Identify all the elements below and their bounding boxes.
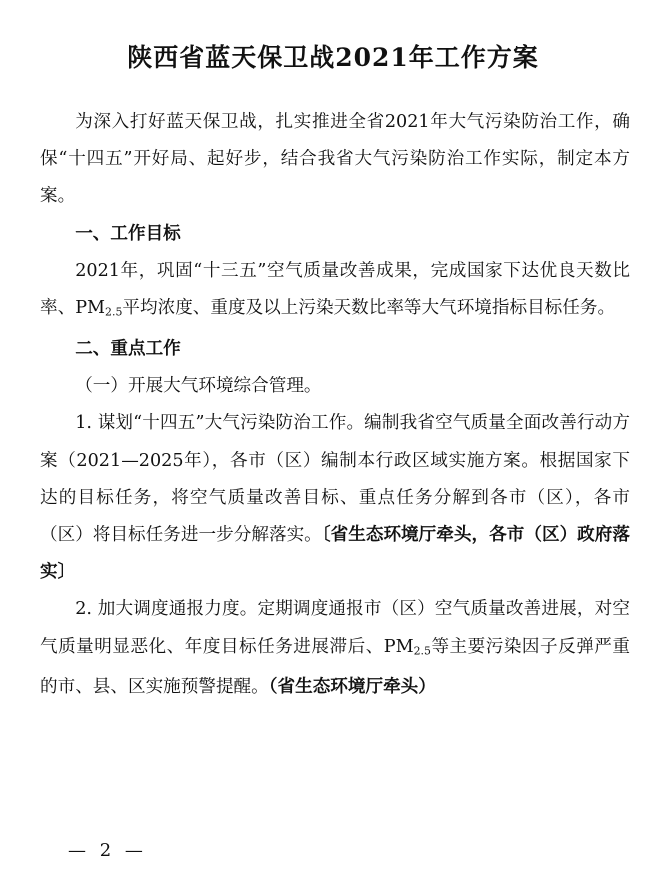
pm-subscript-2: 2.5 — [413, 644, 431, 658]
document-body — [40, 104, 630, 707]
item-2-text-part2: 等主要污染因子反弹严重的市、县、区实施预警提醒。 — [40, 636, 630, 698]
document-title: 陕西省蓝天保卫战2021年工作方案 — [127, 43, 539, 72]
intro-paragraph: 为深入打好蓝天保卫战，扎实推进全省2021年大气污染防治工作，确保“十四五”开好局、起好步，结合我省大气污染防治工作实际，制定本方案。 — [40, 112, 630, 207]
subsection-heading: （一）开展大气环境综合管理。 — [75, 376, 322, 397]
item-1-text: 1. 谋划“十四五”大气污染防治工作。编制我省空气质量全面改善行动方案（2021—2025年），各市（区）编制本行政区域实施方案。根据国家下达的目标任务，将空气质量改善目标、重点任务分解到各市（区），各市（区）将目标任务进一步分解落实。 — [40, 413, 630, 545]
item-paragraph-2 — [40, 591, 630, 706]
goals-text-part1: 2021年，巩固“十三五”空气质量改善成果，完成国家下达优良天数比率、PM — [40, 260, 630, 319]
pm-subscript: 2.5 — [105, 305, 123, 319]
item-paragraph-1 — [40, 405, 630, 591]
item-2-responsibility: （省生态环境厅牵头） — [268, 677, 436, 698]
item-2-text-part1: 2. 加大调度通报力度。定期调度通报市（区）空气质量改善进展，对空气质量明显恶化、年度目标任务进展滞后、PM — [40, 599, 630, 657]
section-heading-goals: 一、工作目标 — [75, 223, 181, 244]
goals-text-part2: 平均浓度、重度及以上污染天数比率等大气环境指标目标任务。 — [122, 298, 616, 319]
item-1-responsibility: 〔省生态环境厅牵头，各市（区）政府落实〕 — [40, 524, 630, 583]
section-heading-key-work: 二、重点工作 — [75, 338, 181, 359]
goals-paragraph — [40, 253, 630, 331]
page-number: — 2 — — [68, 840, 147, 861]
